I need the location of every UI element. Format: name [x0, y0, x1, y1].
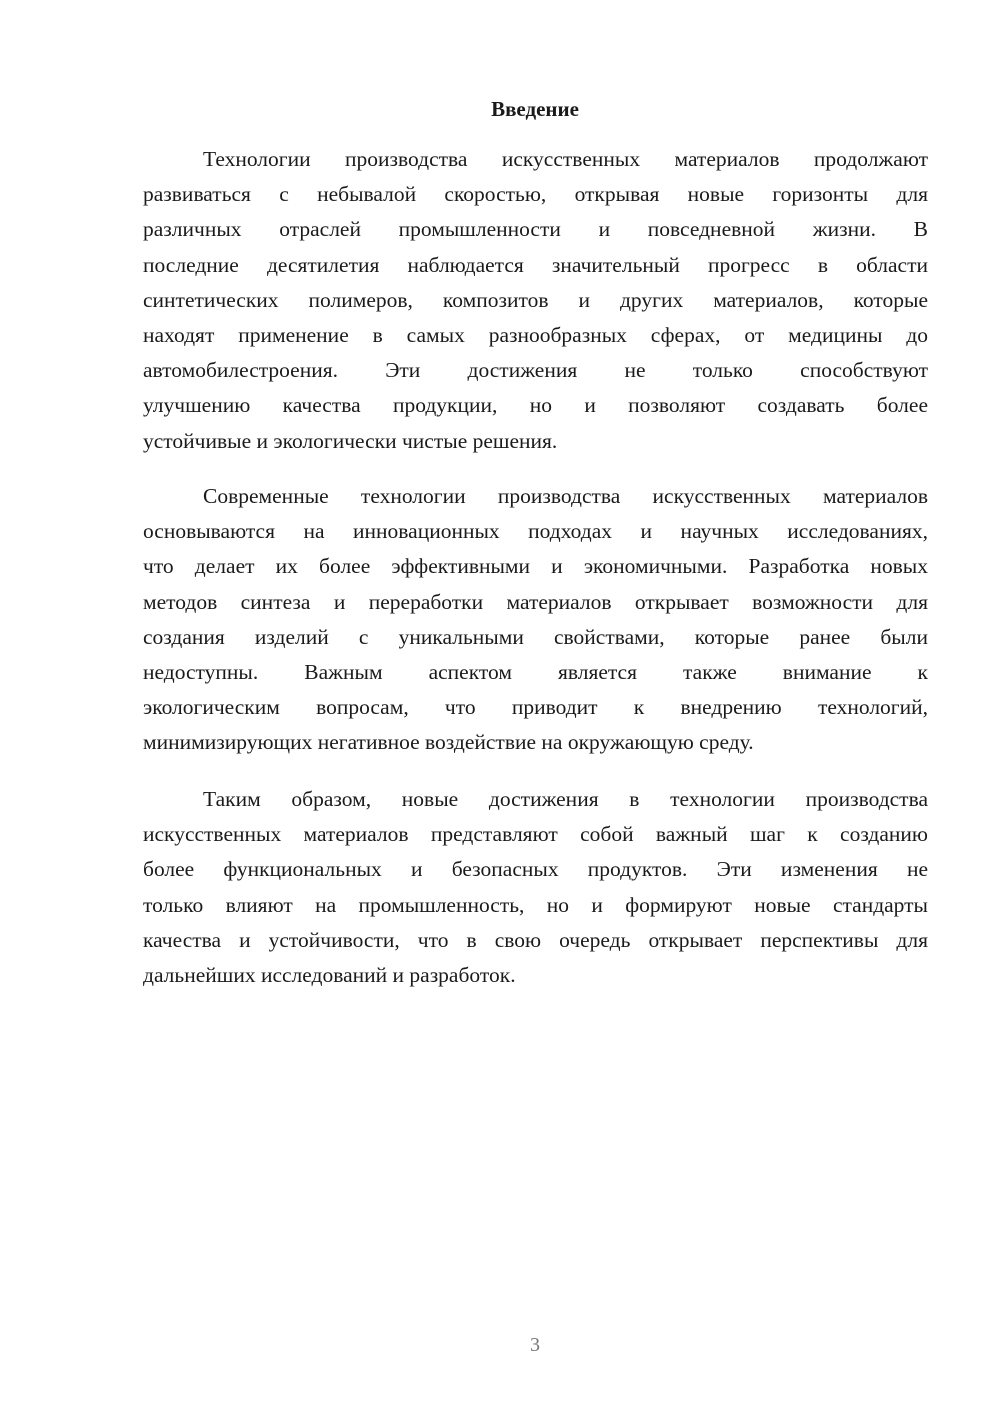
text-line: автомобилестроения. Эти достижения не только способствуют	[143, 358, 928, 383]
text-line: что делает их более эффективными и экономичными. Разработка новых	[143, 554, 928, 579]
text-line: основываются на инновационных подходах и научных исследованиях,	[143, 519, 928, 544]
text-line: развиваться с небывалой скоростью, открывая новые горизонты для	[143, 182, 928, 207]
text-line: более функциональных и безопасных продуктов. Эти изменения не	[143, 857, 928, 882]
text-line: дальнейших исследований и разработок.	[143, 962, 516, 987]
text-line: качества и устойчивости, что в свою очередь открывает перспективы для	[143, 927, 928, 952]
text-line: различных отраслей промышленности и повседневной жизни. В	[143, 217, 928, 242]
text-line: синтетических полимеров, композитов и других материалов, которые	[143, 287, 928, 312]
text-line: Технологии производства искусственных материалов продолжают	[203, 147, 928, 171]
text-line: методов синтеза и переработки материалов открывает возможности для	[143, 589, 928, 614]
text-line: минимизирующих негативное воздействие на окружающую среду.	[143, 730, 754, 755]
section-heading: Введение	[491, 97, 579, 121]
text-line: Таким образом, новые достижения в технологии производства	[203, 787, 928, 811]
text-line: только влияют на промышленность, но и формируют новые стандарты	[143, 892, 928, 917]
paragraph-1	[143, 142, 928, 459]
text-line: искусственных материалов представляют собой важный шаг к созданию	[143, 822, 928, 847]
paragraph-3	[143, 782, 928, 993]
text-line: недоступны. Важным аспектом является также внимание к	[143, 659, 928, 684]
text-line: создания изделий с уникальными свойствами, которые ранее были	[143, 624, 928, 649]
text-line: улучшению качества продукции, но и позволяют создавать более	[143, 393, 928, 418]
text-line: Современные технологии производства искусственных материалов	[203, 484, 928, 508]
page-number: 3	[530, 1334, 540, 1356]
text-line: устойчивые и экологически чистые решения.	[143, 428, 558, 453]
paragraph-2	[143, 479, 928, 761]
text-line: экологическим вопросам, что приводит к внедрению технологий,	[143, 695, 928, 720]
text-line: находят применение в самых разнообразных сферах, от медицины до	[143, 322, 928, 347]
text-line: последние десятилетия наблюдается значительный прогресс в области	[143, 252, 928, 277]
